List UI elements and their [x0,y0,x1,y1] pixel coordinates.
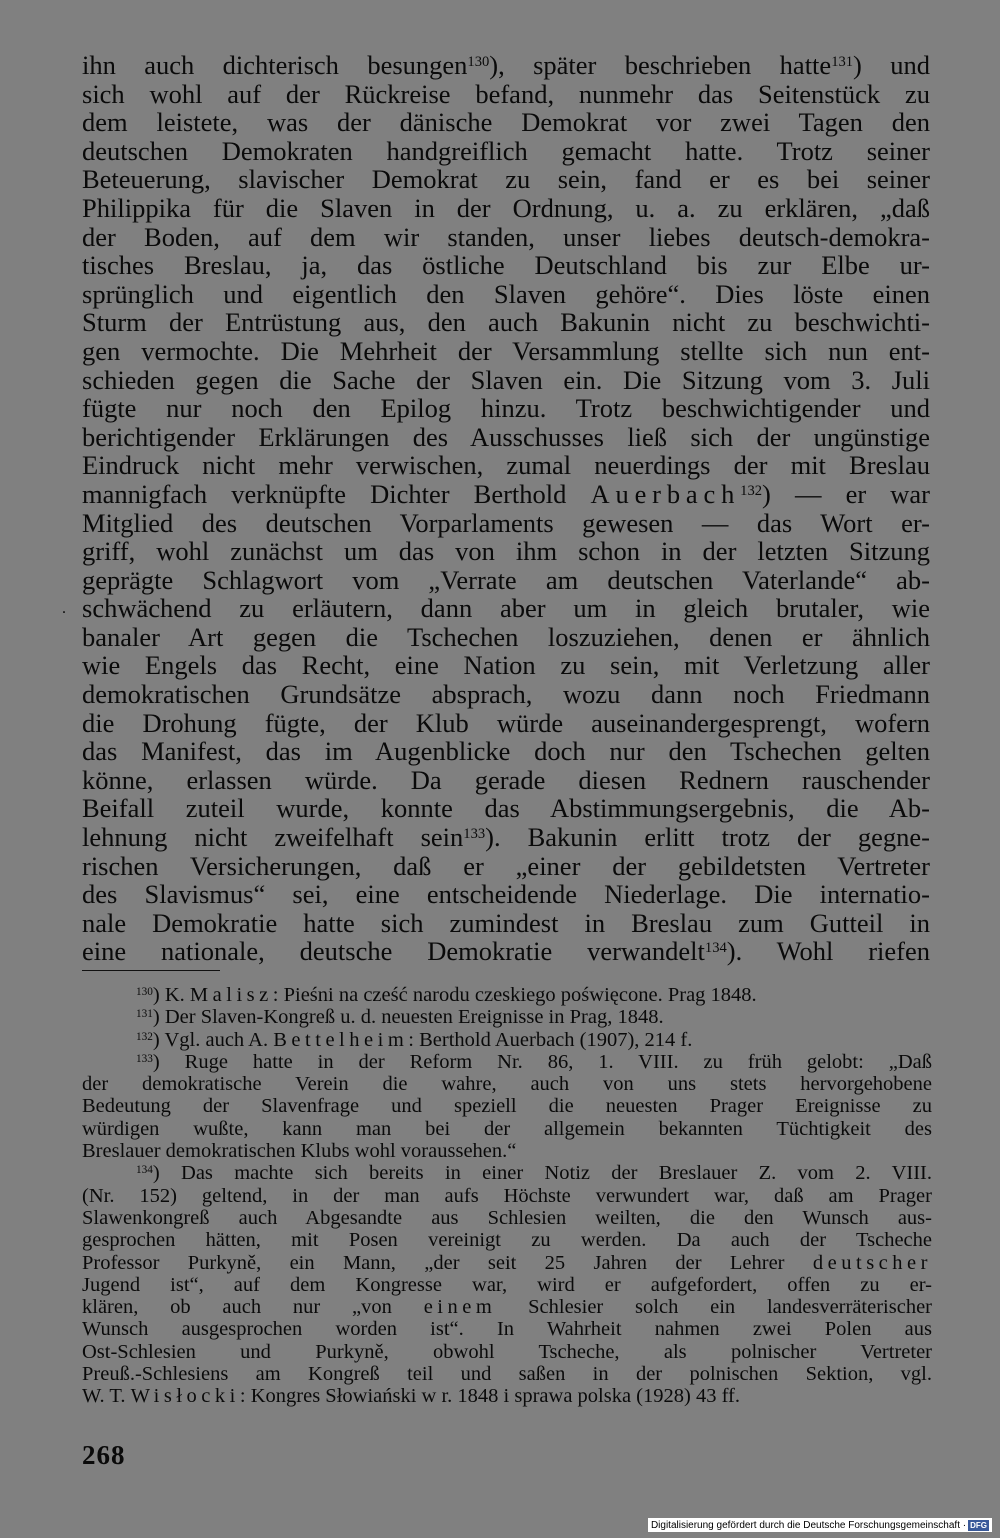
text-line [82,1185,932,1207]
footnote-marker: 133 [136,1052,153,1065]
text-line [82,1229,932,1251]
text-line [82,366,930,395]
footnote-marker: 132 [740,482,763,499]
text-line [82,165,930,194]
text-line [82,537,930,566]
text-run: Professor Purkyně, ein Mann, „der seit 25 Jahren der Lehrer [82,1251,813,1274]
text-run: der demokratische Verein die wahre, auch von uns stets hervorgehobene [82,1073,932,1096]
text-run: ) Das machte sich bereits in einer Notiz der Breslauer Z. vom 2. VIII. [152,1162,932,1185]
text-line [82,280,930,309]
text-run: würdigen wußte, kann man bei der allgemein bekannten Tüchtigkeit des [82,1117,932,1140]
text-line [82,194,930,223]
text-line [82,337,930,366]
text-run: das Manifest, das im Augenblicke doch nur den Tschechen gelten [82,736,930,767]
text-line [82,1140,932,1162]
text-line [82,984,932,1006]
text-line [82,1318,932,1340]
text-run: geprägte Schlagwort vom „Verrate am deutschen Vaterlande“ ab- [82,564,930,595]
text-run: Schlesier solch ein landesverräterischer [496,1296,932,1319]
text-line [82,594,930,623]
text-line [82,852,930,881]
text-line [82,1095,932,1117]
text-line [82,451,930,480]
footnote-separator [82,970,220,971]
footnote-marker: 130 [467,53,490,70]
text-run: rischen Versicherungen, daß er „einer der gebildetsten Vertreter [82,850,930,881]
spaced-name: Malisz [189,984,273,1006]
digitization-footer [648,1518,992,1532]
text-line [82,509,930,538]
text-run: eine nationale, deutsche Demokratie verwandelt [82,936,705,967]
text-run: fügte nur noch den Epilog hinzu. Trotz beschwichtigender und [82,393,930,424]
text-run: Ost-Schlesien und Purkyně, obwohl Tscheche, als polnischer Vertreter [82,1340,932,1363]
text-run: ) Der Slaven-Kongreß u. d. neuesten Ereignisse in Prag, 1848. [152,1006,664,1029]
text-line [82,1341,932,1363]
text-run: der Boden, auf dem wir standen, unser liebes deutsch-demokra- [82,221,930,252]
text-line [82,1051,932,1073]
text-line [82,1252,932,1274]
spaced-name: einem [423,1296,497,1319]
text-line [82,394,930,423]
text-run: Philippika für die Slaven in der Ordnung, u. a. zu erklären, „daß [82,192,930,223]
text-line [82,823,930,852]
text-run: sprünglich und eigentlich den Slaven gehöre“. Dies löste einen [82,278,930,309]
text-run: klären, ob auch nur „von [82,1296,424,1319]
text-line [82,1029,932,1051]
text-run: mannigfach verknüpfte Dichter Berthold [82,478,591,509]
text-line [82,1296,932,1318]
footnote [82,984,932,1006]
text-line [82,651,930,680]
text-line [82,1006,932,1028]
text-run: Breslauer demokratischen Klubs wohl voraussehen.“ [82,1140,517,1163]
text-run: ), später beschrieben hatte [489,50,832,80]
text-run: ) K. [152,984,190,1006]
footnote-marker: 130 [136,985,153,998]
text-run: Bedeutung der Slavenfrage und speziell die neuesten Prager Ereignisse zu [82,1095,932,1118]
text-run: Wunsch ausgesprochen worden ist“. In Wahrheit nahmen zwei Polen aus [82,1318,932,1341]
text-line [82,423,930,452]
text-line [82,937,930,966]
margin-mark: . [62,600,66,617]
text-line [82,794,930,823]
text-run: ). Bakunin erlitt trotz der gegne- [485,822,930,853]
text-run: ) Vgl. auch A. [152,1028,274,1051]
text-line [82,223,930,252]
text-line [82,251,930,280]
text-run: demokratischen Grundsätze absprach, wozu dann noch Friedmann [82,679,930,710]
text-line [82,1207,932,1229]
text-run: Mitglied des deutschen Vorparlaments gewesen — das Wort er- [82,507,930,538]
text-run: gesprochen hätten, mit Posen vereinigt zu werden. Da auch der Tscheche [82,1229,932,1252]
footnote-marker: 131 [136,1008,153,1021]
footnote [82,1162,932,1407]
text-run: die Drohung fügte, der Klub würde auseinandergesprengt, wofern [82,707,930,738]
text-run: könne, erlassen würde. Da gerade diesen Rednern rauschender [82,764,930,795]
text-line [82,108,930,137]
text-run: : Kongres Słowiański w r. 1848 i sprawa polska (1928) 43 ff. [239,1385,740,1408]
spaced-name: Wisłocki [130,1385,240,1408]
text-line [82,80,930,109]
dfg-logo-icon: DFG [970,1520,987,1530]
text-run: schwächend zu erläutern, dann aber um in gleich brutaler, wie [82,593,930,624]
text-line [82,909,930,938]
text-line [82,566,930,595]
page-number: 268 [82,1440,126,1470]
text-run: Sturm der Entrüstung aus, den auch Bakunin nicht zu beschwichti- [82,307,930,338]
text-run: griff, wohl zunächst um das von ihm schon in der letzten Sitzung [82,536,930,567]
text-run: : Pieśni na cześć narodu czeskiego poświęcone. Prag 1848. [272,984,757,1006]
text-run: wie Engels das Recht, eine Nation zu sein, mit Verletzung aller [82,650,930,681]
text-run: ). Wohl riefen [726,936,931,967]
text-line [82,137,930,166]
footnote-marker: 132 [136,1030,153,1043]
footnote-marker: 134 [704,940,727,957]
text-run: : Berthold Auerbach (1907), 214 f. [408,1028,693,1051]
text-line [82,680,930,709]
text-run: W. T. [82,1385,131,1408]
footnote [82,1051,932,1162]
text-line [82,51,930,80]
text-line [82,1385,932,1407]
main-text-block [82,51,930,966]
text-run: Beteuerung, slavischer Demokrat zu sein, fand er es bei seiner [82,164,930,195]
spaced-name: deutscher [812,1251,932,1274]
text-line [82,623,930,652]
text-run: ihn auch dichterisch besungen [82,50,468,80]
text-run: sich wohl auf der Rückreise befand, nunmehr das Seitenstück zu [82,78,930,109]
text-run: des Slavismus“ sei, eine entscheidende Niederlage. Die internatio- [82,879,930,910]
footnote [82,1006,932,1028]
text-run: ) — er war [762,478,930,509]
text-run: ) Ruge hatte in der Reform Nr. 86, 1. VIII. zu früh gelobt: „Daß [152,1050,932,1073]
spaced-name: Bettelheim [273,1028,409,1051]
text-run: lehnung nicht zweifelhaft sein [82,822,464,853]
text-run: Slawenkongreß auch Abgesandte aus Schlesien weilten, die den Wunsch aus- [82,1206,932,1229]
text-line [82,709,930,738]
text-run: (Nr. 152) geltend, in der man aufs Höchste verwundert war, daß am Prager [82,1184,932,1207]
text-line [82,737,930,766]
text-line [82,880,930,909]
text-run: Jugend ist“, auf dem Kongresse war, wird er aufgefordert, offen zu er- [82,1273,932,1296]
footnote-marker: 134 [136,1164,153,1177]
text-run: deutschen Demokraten handgreiflich gemacht hatte. Trotz seiner [82,135,930,166]
text-run: nale Demokratie hatte sich zumindest in Breslau zum Gutteil in [82,907,930,938]
footnote-marker: 133 [463,826,486,843]
text-run: gen vermochte. Die Mehrheit der Versammlung stellte sich nun ent- [82,335,930,366]
text-run: berichtigender Erklärungen des Ausschusses ließ sich der ungünstige [82,421,930,452]
text-line [82,766,930,795]
text-run: tisches Breslau, ja, das östliche Deutschland bis zur Elbe ur- [82,250,930,281]
text-line [82,1363,932,1385]
text-run: banaler Art gegen die Tschechen loszuziehen, denen er ähnlich [82,621,930,652]
footnote-marker: 131 [831,53,854,70]
text-run: Beifall zuteil wurde, konnte das Abstimmungsergebnis, die Ab- [82,793,930,824]
spaced-name: Auerbach [590,478,741,509]
text-line [82,480,930,509]
text-line [82,1073,932,1095]
text-line [82,308,930,337]
text-run: schieden gegen die Sache der Slaven ein. Die Sitzung vom 3. Juli [82,364,930,395]
text-line [82,1118,932,1140]
text-run: Preuß.-Schlesiens am Kongreß teil und saßen in der polnischen Sektion, vgl. [82,1363,932,1386]
text-run: dem leistete, was der dänische Demokrat vor zwei Tagen den [82,107,930,138]
text-line [82,1162,932,1184]
footnotes-block [82,984,932,1408]
text-line [82,1274,932,1296]
text-run: Eindruck nicht mehr verwischen, zumal neuerdings der mit Breslau [82,450,930,481]
footnote [82,1029,932,1051]
text-run: ) und [853,50,930,80]
footer-text: Digitalisierung gefördert durch die Deutsche Forschungsgemeinschaft · [650,1519,967,1531]
